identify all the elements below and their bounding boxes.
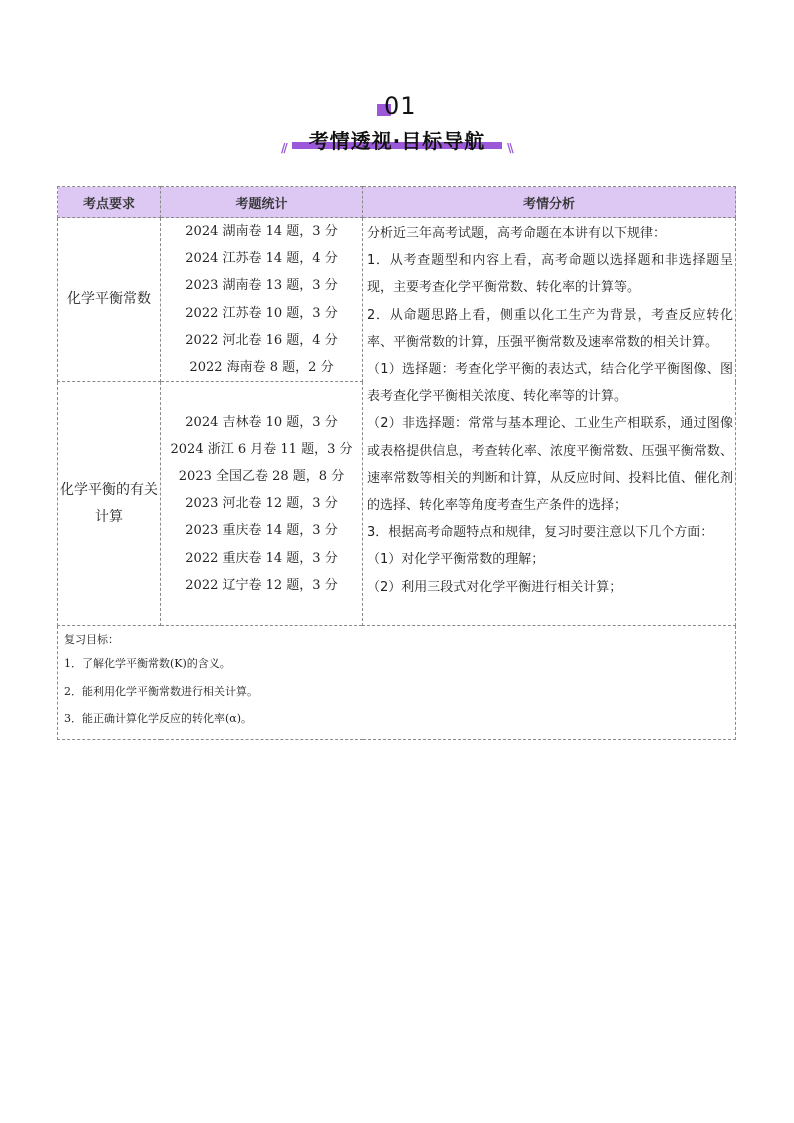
stat-line: 2022 河北卷 16 题，4 分 bbox=[185, 332, 338, 348]
requirement-text: 化学平衡的有关计算 bbox=[60, 481, 158, 525]
statistics-cell bbox=[161, 382, 363, 626]
header-analysis: 考情分析 bbox=[363, 187, 736, 218]
stat-line: 2022 海南卷 8 题，2 分 bbox=[189, 360, 334, 376]
goal-item: 3．能正确计算化学反应的转化率(α)。 bbox=[64, 712, 253, 726]
section-header bbox=[0, 92, 794, 162]
right-slash-decoration: \\ bbox=[507, 141, 512, 155]
statistics-cell bbox=[161, 218, 363, 382]
analysis-paragraph: （2）非选择题：常常与基本理论、工业生产相联系，通过图像或表格提供信息，考查转化率、浓度平衡常数、压强平衡常数、速率常数等相关的判断和计算，从反应时间、投料比值、催化剂的选择、转化率等角度考查生产条件的选择； bbox=[367, 416, 733, 514]
header-statistics: 考题统计 bbox=[161, 187, 363, 218]
stat-line: 2024 江苏卷 14 题，4 分 bbox=[185, 251, 338, 267]
stat-line: 2023 湖南卷 13 题，3 分 bbox=[185, 278, 338, 294]
stat-line: 2022 辽宁卷 12 题，3 分 bbox=[185, 577, 338, 593]
requirement-text: 化学平衡常数 bbox=[67, 291, 151, 308]
goals-heading: 复习目标： bbox=[64, 633, 119, 647]
review-goals-cell bbox=[58, 626, 736, 740]
requirement-cell bbox=[58, 382, 161, 626]
goal-item: 2．能利用化学平衡常数进行相关计算。 bbox=[64, 684, 258, 698]
section-number: 01 bbox=[384, 92, 417, 120]
review-goals-row bbox=[58, 626, 736, 740]
analysis-paragraph: （1）对化学平衡常数的理解； bbox=[367, 552, 545, 568]
analysis-cell bbox=[363, 218, 736, 626]
analysis-paragraph: （2）利用三段式对化学平衡进行相关计算； bbox=[367, 579, 623, 595]
table-header-row bbox=[58, 187, 736, 218]
analysis-paragraph: （1）选择题：考查化学平衡的表达式，结合化学平衡图像、图表考查化学平衡相关浓度、转化率等的计算。 bbox=[367, 362, 733, 405]
analysis-paragraph: 3．根据高考命题特点和规律，复习时要注意以下几个方面： bbox=[367, 525, 714, 541]
stat-line: 2024 浙江 6 月卷 11 题，3 分 bbox=[170, 441, 353, 457]
analysis-paragraph: 分析近三年高考试题，高考命题在本讲有以下规律： bbox=[367, 226, 667, 241]
stat-line: 2023 河北卷 12 题，3 分 bbox=[185, 496, 338, 512]
goal-item: 1．了解化学平衡常数(K)的含义。 bbox=[64, 657, 231, 671]
stat-line: 2023 重庆卷 14 题，3 分 bbox=[185, 523, 338, 539]
section-title: 考情透视·目标导航 bbox=[308, 129, 486, 153]
requirement-cell bbox=[58, 218, 161, 382]
analysis-paragraph: 1．从考查题型和内容上看，高考命题以选择题和非选择题呈现，主要考查化学平衡常数、转化率的计算等。 bbox=[367, 253, 733, 296]
header-requirement: 考点要求 bbox=[58, 187, 161, 218]
left-slash-decoration: // bbox=[281, 141, 286, 155]
analysis-paragraph: 2．从命题思路上看，侧重以化工生产为背景，考查反应转化率、平衡常数的计算，压强平衡常数及速率常数的相关计算。 bbox=[367, 307, 733, 350]
stat-line: 2022 江苏卷 10 题，3 分 bbox=[185, 305, 338, 321]
stat-line: 2023 全国乙卷 28 题，8 分 bbox=[178, 468, 345, 484]
stat-line: 2024 湖南卷 14 题，3 分 bbox=[185, 224, 338, 239]
stat-line: 2024 吉林卷 10 题，3 分 bbox=[185, 414, 338, 430]
exam-analysis-table bbox=[57, 186, 736, 740]
table-row bbox=[58, 218, 736, 382]
stat-line: 2022 重庆卷 14 题，3 分 bbox=[185, 550, 338, 566]
